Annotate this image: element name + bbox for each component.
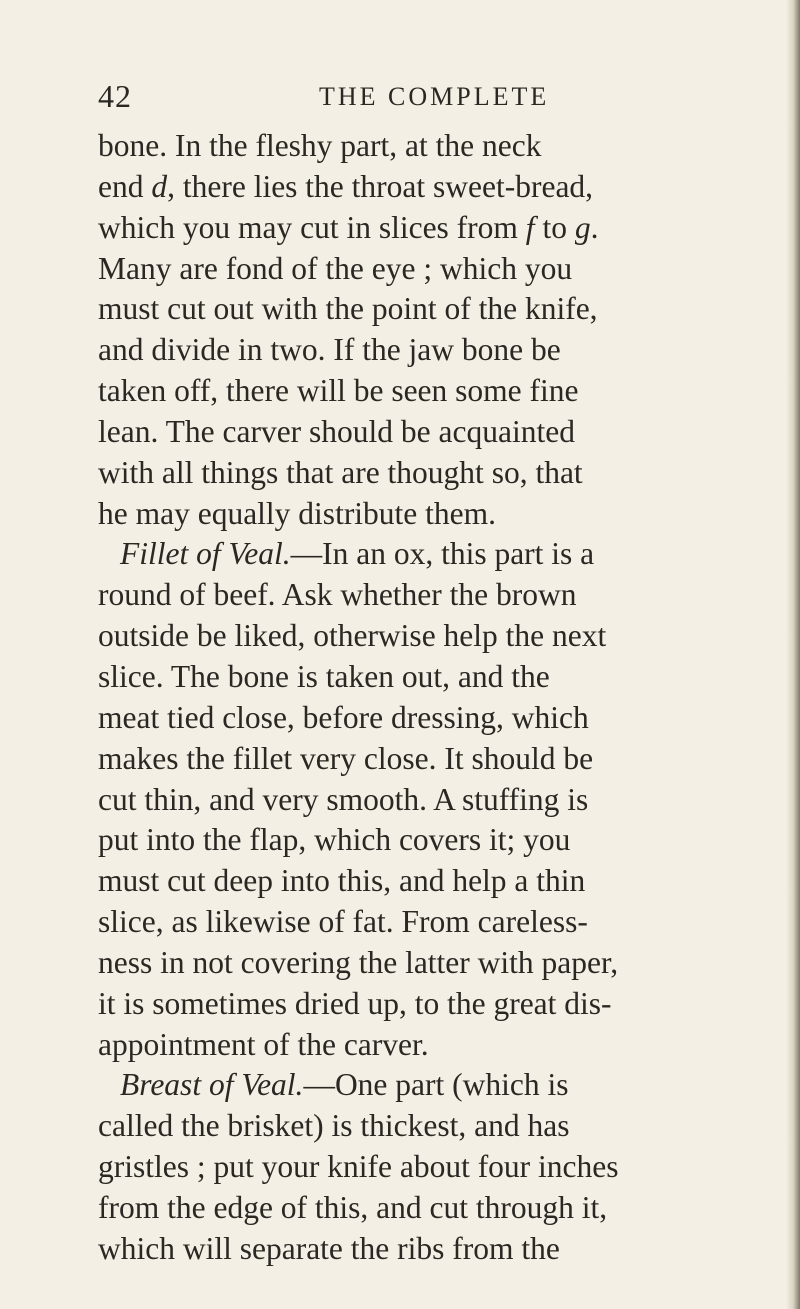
text-line: must cut deep into this, and help a thin xyxy=(98,863,586,899)
section-heading-fillet-of-veal: Fillet of Veal. xyxy=(120,536,291,572)
text-line: he may equally distribute them. xyxy=(98,495,497,531)
text-line: bone. In the fleshy part, at the neck xyxy=(98,128,542,163)
running-head: THE COMPLETE xyxy=(319,82,550,111)
text-line: meat tied close, before dressing, which xyxy=(98,699,589,735)
text-line: from the edge of this, and cut through it, xyxy=(98,1189,608,1225)
text-line: taken off, there will be seen some fine xyxy=(98,373,579,409)
text-line: which will separate the ribs from the xyxy=(98,1230,560,1266)
text-line: gristles ; put your knife about four inches xyxy=(98,1149,619,1185)
text-line: slice, as likewise of fat. From careless- xyxy=(98,904,588,940)
page-edge-shadow xyxy=(786,0,800,1309)
text-line: makes the fillet very close. It should be xyxy=(98,740,594,776)
text-line: appointment of the carver. xyxy=(98,1026,429,1062)
page-number: 42 xyxy=(98,78,132,114)
body-text xyxy=(98,126,788,1270)
text-line: outside be liked, otherwise help the next xyxy=(98,618,607,654)
text-line: cut thin, and very smooth. A stuffing is xyxy=(98,781,589,817)
section-heading-line: Breast of Veal.—One part (which is xyxy=(120,1067,569,1103)
text-line: it is sometimes dried up, to the great dis- xyxy=(98,985,612,1021)
text-line: ness in not covering the latter with paper, xyxy=(98,944,619,980)
text-line: and divide in two. If the jaw bone be xyxy=(98,332,561,368)
text-line: slice. The bone is taken out, and the xyxy=(98,658,550,694)
text-line: called the brisket) is thickest, and has xyxy=(98,1108,570,1144)
text-line: must cut out with the point of the knife, xyxy=(98,291,598,327)
text-line: put into the flap, which covers it; you xyxy=(98,822,571,858)
text-line: which you may cut in slices from f to g. xyxy=(98,209,599,245)
section-heading-breast-of-veal: Breast of Veal. xyxy=(120,1067,304,1103)
text-line: lean. The carver should be acquainted xyxy=(98,413,575,449)
text-line: round of beef. Ask whether the brown xyxy=(98,577,577,613)
section-heading-line: Fillet of Veal.—In an ox, this part is a xyxy=(120,536,595,572)
text-line: end d, there lies the throat sweet-bread, xyxy=(98,168,594,204)
text-line: Many are fond of the eye ; which you xyxy=(98,250,573,286)
page-header xyxy=(98,70,718,120)
text-line: with all things that are thought so, that xyxy=(98,454,583,490)
